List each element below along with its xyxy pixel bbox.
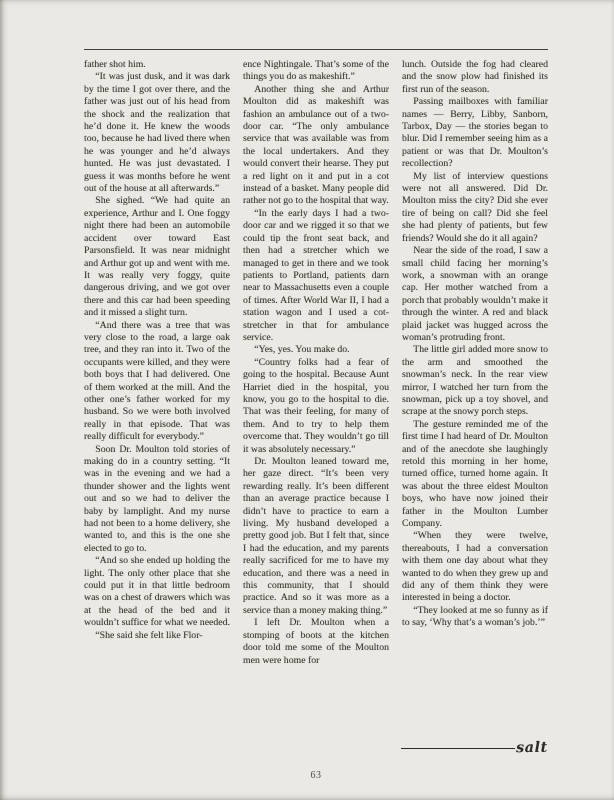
- paragraph: “And so she ended up holding the light. The only other place that she could put it in that little bedroom was on a chest of drawers which was at the head of the bed and it wouldn’t suffice for what we needed.: [84, 555, 231, 629]
- text-column-3: [402, 59, 548, 747]
- article-columns: [84, 59, 548, 747]
- paragraph: father shot him.: [84, 59, 146, 70]
- paragraph: Dr. Moulton leaned toward me, her gaze direct. “It’s been very rewarding really. It’s been different than an average practice because I didn’t have to practice to earn a living. My husband developed a pretty good job. But I felt that, since I had the education, and my parents really sacrificed for me to have my education, and there was a need in this community, that I should practice. And so it was more as a service than a money making thing.”: [243, 456, 389, 616]
- paragraph: The gesture reminded me of the first time I had heard of Dr. Moulton and of the anecdote she laughingly retold this morning in her home, turned office, turned home again. It was about the three eldest Moulton boys, who have now joined their father in the Moulton Lumber Company.: [402, 418, 548, 530]
- paragraph: “When they were twelve, thereabouts, I had a conversation with them one day about what they wanted to do when they grew up and did any of them think they were interested in being a doctor.: [402, 530, 548, 604]
- paragraph: “Yes, yes. You make do.: [254, 344, 350, 356]
- paragraph: lunch. Outside the fog had cleared and the snow plow had finished its first run of the season.: [402, 59, 548, 95]
- signature-text: salt: [516, 738, 549, 757]
- salt-signature: [401, 738, 549, 757]
- paragraph: “And there was a tree that was very close to the road, a large oak tree, and they ran into it. Two of the occupants were killed, and they were both boys that I had delivered. One of them worked at the mill. And the other one’s father worked for my husband. So we were both involved really in that episode. That was really difficult for everybody.”: [84, 319, 230, 443]
- paragraph: The little girl added more snow to the arm and smoothed the snowman’s neck. In the rear view mirror, I watched her turn from the snowman, pick up a toy shovel, and scrape at the snowy porch steps.: [402, 344, 548, 418]
- paragraph: “It was just dusk, and it was dark by the time I got over there, and the father was just out of his head from the shock and the realization that he’d done it. He knew the woods too, because he had lived there when he was younger and he’d always hunted. He was just devastated. I guess it was months before he went out of the house at all afterwards.”: [84, 71, 230, 195]
- paragraph: “They looked at me so funny as if to say, ‘Why that’s a woman’s job.’”: [402, 604, 548, 629]
- page-content: [84, 44, 548, 789]
- paragraph: Soon Dr. Moulton told stories of making do in a country setting. “It was in the evening and we had a thunder shower and the lights went out and so we had to deliver the baby by lamplight. And my nurse had not been to a home delivery, she wanted to, and this is the one she elected to go to.: [84, 443, 230, 554]
- paragraph: “In the early days I had a two-door car and we rigged it so that we could tip the front seat back, and then had a stretcher which we managed to get in there and we took patients to Portland, patients darn near to Massachusetts even a couple of times. After World War II, I had a station wagon and I used a cot-stretcher in that for ambulance service.: [243, 207, 389, 343]
- paragraph: “Country folks had a fear of going to the hospital. Because Aunt Harriet died in the hospital, you know, you go to the hospital to die. That was their feeling, for many of them. And to try to help them overcome that. They wouldn’t go till it was absolutely necessary.”: [243, 356, 389, 455]
- signature-rule: [401, 748, 515, 749]
- paragraph: Near the side of the road, I saw a small child facing her morning’s work, a snowman with an orange cap. Her mother watched from a porch that probably wouldn’t make it through the winter. A red and black plaid jacket was hugged across the woman’s protruding front.: [402, 245, 548, 343]
- paragraph: Another thing she and Arthur Moulton did as makeshift was fashion an ambulance out of a two-door car. “The only ambulance service that was available was from the local undertakers. And they would convert their hearse. They put a red light on it and put in a cot instead of a basket. Many people did rather not go to the hospital that way.: [243, 83, 389, 207]
- text-column-1: [84, 59, 230, 747]
- paragraph: Passing mailboxes with familiar names — Berry, Libby, Sanborn, Tarbox, Day — the stories began to blur. Did I remember seeing him as a patient or was that Dr. Moulton’s recollection?: [402, 96, 548, 170]
- paragraph: My list of interview questions were not all answered. Did Dr. Moulton miss the city? Did she ever tire of being on call? Did she feel she had plenty of patients, but few friends? Would she do it all again?: [402, 170, 548, 244]
- top-rule: [84, 49, 548, 50]
- paragraph: I left Dr. Moulton when a stomping of boots at the kitchen door told me some of the Moulton men were home for: [243, 617, 389, 666]
- paragraph: She sighed. “We had quite an experience, Arthur and I. One foggy night there had been an automobile accident over toward East Parsonsfield. It was near midnight and Arthur got up and went with me. It was really very foggy, quite dangerous driving, and we got over there and this car had been speeding and it missed a slight turn.: [84, 195, 230, 319]
- text-column-2: [243, 59, 389, 747]
- page-number: 63: [310, 770, 322, 781]
- paragraph: “She said she felt like Flor-: [95, 629, 203, 641]
- paragraph: ence Nightingale. That’s some of the things you do as makeshift.”: [243, 59, 389, 83]
